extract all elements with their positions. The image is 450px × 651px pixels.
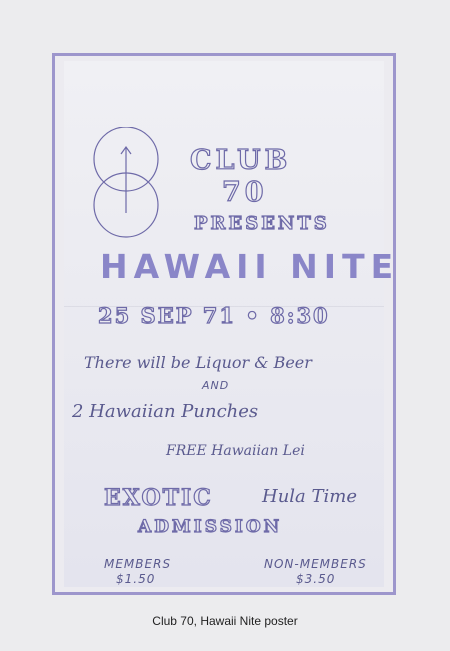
members-label: MEMBERS [104, 557, 172, 571]
presents-label: PRESENTS [194, 213, 330, 234]
nonmembers-price: $3.50 [296, 572, 336, 586]
club-heading: CLUB [190, 145, 292, 176]
event-date-time: 25 SEP 71 • 8:30 [98, 303, 330, 328]
photo-frame [52, 53, 400, 595]
punches-line: 2 Hawaiian Punches [72, 401, 259, 422]
admission-heading: ADMISSION [138, 517, 283, 537]
image-caption: Club 70, Hawaii Nite poster [152, 614, 298, 628]
club-number: 70 [222, 177, 268, 208]
members-price: $1.50 [116, 572, 156, 586]
and-label: AND [202, 379, 230, 392]
exotic-label: EXOTIC [104, 485, 213, 511]
liquor-line: There will be Liquor & Beer [84, 353, 312, 372]
club-logo-circles-icon [86, 127, 176, 239]
nonmembers-label: NON-MEMBERS [264, 557, 367, 571]
hula-time-label: Hula Time [262, 486, 357, 507]
poster [64, 61, 400, 587]
event-title: HAWAII NITE [100, 247, 400, 286]
free-lei-line: FREE Hawaiian Lei [166, 443, 305, 459]
